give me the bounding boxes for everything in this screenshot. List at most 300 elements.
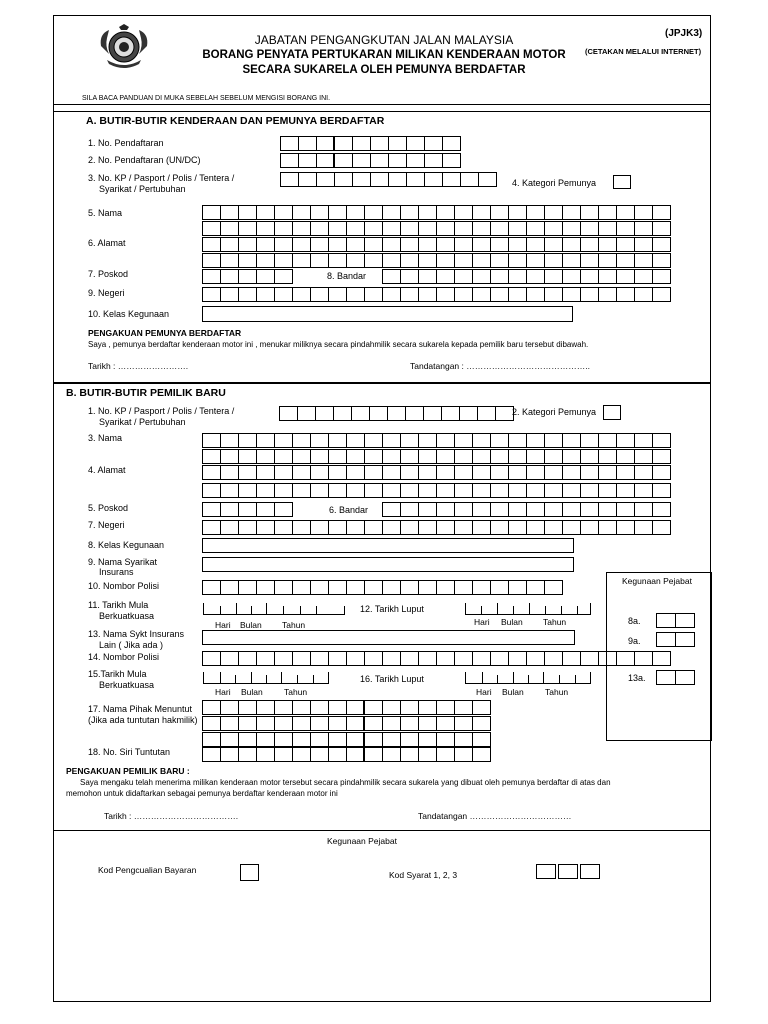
input-b-nama-row2[interactable] <box>202 449 671 464</box>
char-cell[interactable] <box>490 580 509 595</box>
char-cell[interactable] <box>652 287 671 302</box>
char-cell[interactable] <box>436 651 455 666</box>
input-kod-syarat[interactable] <box>533 864 600 879</box>
char-cell[interactable] <box>298 172 317 187</box>
char-cell[interactable] <box>220 269 239 284</box>
char-cell[interactable] <box>454 205 473 220</box>
input-kod-pengecualian[interactable] <box>240 864 259 881</box>
char-cell[interactable] <box>508 269 527 284</box>
char-cell[interactable] <box>328 253 347 268</box>
char-cell[interactable] <box>472 237 491 252</box>
char-cell[interactable] <box>490 483 509 498</box>
char-cell[interactable] <box>382 580 401 595</box>
char-cell[interactable] <box>364 237 383 252</box>
char-cell[interactable] <box>328 651 347 666</box>
char-cell[interactable] <box>472 700 491 715</box>
char-cell[interactable] <box>238 287 257 302</box>
char-cell[interactable] <box>526 221 545 236</box>
char-cell[interactable] <box>580 205 599 220</box>
char-cell[interactable] <box>328 580 347 595</box>
input-b-polisi-2[interactable] <box>202 651 671 666</box>
char-cell[interactable] <box>346 287 365 302</box>
char-cell[interactable] <box>238 732 257 747</box>
char-cell[interactable] <box>580 269 599 284</box>
char-cell[interactable] <box>346 580 365 595</box>
char-cell[interactable] <box>316 136 335 151</box>
char-cell[interactable] <box>382 520 401 535</box>
char-cell[interactable] <box>238 520 257 535</box>
char-cell[interactable] <box>472 253 491 268</box>
char-cell[interactable] <box>202 465 221 480</box>
char-cell[interactable] <box>256 449 275 464</box>
char-cell[interactable] <box>400 747 419 762</box>
char-cell[interactable] <box>598 483 617 498</box>
char-cell[interactable] <box>280 172 299 187</box>
char-cell[interactable] <box>220 449 239 464</box>
char-cell[interactable] <box>562 287 581 302</box>
char-cell[interactable] <box>202 269 221 284</box>
char-cell[interactable] <box>490 205 509 220</box>
char-cell[interactable] <box>238 269 257 284</box>
char-cell[interactable] <box>562 237 581 252</box>
char-cell[interactable] <box>634 221 653 236</box>
char-cell[interactable] <box>436 580 455 595</box>
char-cell[interactable] <box>472 747 491 762</box>
char-cell[interactable] <box>292 651 311 666</box>
char-cell[interactable] <box>675 613 695 628</box>
char-cell[interactable] <box>400 237 419 252</box>
char-cell[interactable] <box>472 502 491 517</box>
char-cell[interactable] <box>454 483 473 498</box>
char-cell[interactable] <box>418 205 437 220</box>
char-cell[interactable] <box>478 172 497 187</box>
char-cell[interactable] <box>508 221 527 236</box>
char-cell[interactable] <box>418 465 437 480</box>
char-cell[interactable] <box>544 287 563 302</box>
char-cell[interactable] <box>256 433 275 448</box>
char-cell[interactable] <box>364 520 383 535</box>
char-cell[interactable] <box>346 651 365 666</box>
char-cell[interactable] <box>220 205 239 220</box>
char-cell[interactable] <box>310 580 329 595</box>
char-cell[interactable] <box>310 520 329 535</box>
char-cell[interactable] <box>526 433 545 448</box>
char-cell[interactable] <box>220 465 239 480</box>
char-cell[interactable] <box>334 153 353 168</box>
char-cell[interactable] <box>598 449 617 464</box>
char-cell[interactable] <box>292 237 311 252</box>
char-cell[interactable] <box>652 465 671 480</box>
char-cell[interactable] <box>364 580 383 595</box>
char-cell[interactable] <box>220 580 239 595</box>
input-b-polisi[interactable] <box>202 580 563 595</box>
char-cell[interactable] <box>400 483 419 498</box>
char-cell[interactable] <box>220 716 239 731</box>
char-cell[interactable] <box>280 136 299 151</box>
char-cell[interactable] <box>580 287 599 302</box>
char-cell[interactable] <box>526 465 545 480</box>
char-cell[interactable] <box>382 716 401 731</box>
char-cell[interactable] <box>274 287 293 302</box>
char-cell[interactable] <box>508 205 527 220</box>
char-cell[interactable] <box>202 253 221 268</box>
char-cell[interactable] <box>652 502 671 517</box>
char-cell[interactable] <box>424 153 443 168</box>
char-cell[interactable] <box>490 502 509 517</box>
char-cell[interactable] <box>274 205 293 220</box>
char-cell[interactable] <box>364 700 383 715</box>
char-cell[interactable] <box>634 465 653 480</box>
char-cell[interactable] <box>382 502 401 517</box>
char-cell[interactable] <box>418 716 437 731</box>
char-cell[interactable] <box>364 221 383 236</box>
char-cell[interactable] <box>328 716 347 731</box>
char-cell[interactable] <box>256 580 275 595</box>
char-cell[interactable] <box>544 269 563 284</box>
char-cell[interactable] <box>418 221 437 236</box>
char-cell[interactable] <box>220 237 239 252</box>
char-cell[interactable] <box>292 449 311 464</box>
char-cell[interactable] <box>292 483 311 498</box>
char-cell[interactable] <box>454 732 473 747</box>
char-cell[interactable] <box>256 747 275 762</box>
char-cell[interactable] <box>310 732 329 747</box>
char-cell[interactable] <box>274 433 293 448</box>
char-cell[interactable] <box>418 253 437 268</box>
char-cell[interactable] <box>346 205 365 220</box>
char-cell[interactable] <box>580 864 600 879</box>
char-cell[interactable] <box>274 502 293 517</box>
char-cell[interactable] <box>406 136 425 151</box>
char-cell[interactable] <box>454 287 473 302</box>
char-cell[interactable] <box>472 651 491 666</box>
char-cell[interactable] <box>292 253 311 268</box>
char-cell[interactable] <box>400 221 419 236</box>
input-alamat-row1[interactable] <box>202 237 671 252</box>
char-cell[interactable] <box>490 651 509 666</box>
char-cell[interactable] <box>346 716 365 731</box>
input-bandar[interactable] <box>382 269 671 284</box>
char-cell[interactable] <box>580 502 599 517</box>
char-cell[interactable] <box>364 449 383 464</box>
char-cell[interactable] <box>202 205 221 220</box>
char-cell[interactable] <box>202 287 221 302</box>
char-cell[interactable] <box>418 237 437 252</box>
char-cell[interactable] <box>238 205 257 220</box>
char-cell[interactable] <box>634 449 653 464</box>
char-cell[interactable] <box>490 221 509 236</box>
char-cell[interactable] <box>315 406 334 421</box>
input-no-pendaftaran-undc[interactable] <box>280 153 461 168</box>
char-cell[interactable] <box>652 253 671 268</box>
char-cell[interactable] <box>526 287 545 302</box>
char-cell[interactable] <box>472 205 491 220</box>
char-cell[interactable] <box>536 864 556 879</box>
char-cell[interactable] <box>580 483 599 498</box>
char-cell[interactable] <box>310 651 329 666</box>
char-cell[interactable] <box>418 502 437 517</box>
char-cell[interactable] <box>400 520 419 535</box>
char-cell[interactable] <box>526 483 545 498</box>
char-cell[interactable] <box>598 520 617 535</box>
char-cell[interactable] <box>364 483 383 498</box>
char-cell[interactable] <box>328 433 347 448</box>
char-cell[interactable] <box>364 747 383 762</box>
char-cell[interactable] <box>274 520 293 535</box>
char-cell[interactable] <box>652 449 671 464</box>
char-cell[interactable] <box>382 465 401 480</box>
char-cell[interactable] <box>508 520 527 535</box>
char-cell[interactable] <box>544 580 563 595</box>
char-cell[interactable] <box>436 732 455 747</box>
char-cell[interactable] <box>274 483 293 498</box>
char-cell[interactable] <box>526 205 545 220</box>
char-cell[interactable] <box>562 253 581 268</box>
char-cell[interactable] <box>405 406 424 421</box>
char-cell[interactable] <box>364 651 383 666</box>
input-nama-row1[interactable] <box>202 205 671 220</box>
char-cell[interactable] <box>580 221 599 236</box>
char-cell[interactable] <box>424 136 443 151</box>
char-cell[interactable] <box>675 632 695 647</box>
input-b-tarikh-mula-2[interactable] <box>203 672 329 684</box>
char-cell[interactable] <box>256 520 275 535</box>
char-cell[interactable] <box>454 253 473 268</box>
char-cell[interactable] <box>472 716 491 731</box>
char-cell[interactable] <box>441 406 460 421</box>
char-cell[interactable] <box>238 716 257 731</box>
char-cell[interactable] <box>580 651 599 666</box>
char-cell[interactable] <box>310 237 329 252</box>
char-cell[interactable] <box>238 700 257 715</box>
char-cell[interactable] <box>454 237 473 252</box>
char-cell[interactable] <box>382 651 401 666</box>
char-cell[interactable] <box>562 483 581 498</box>
char-cell[interactable] <box>436 700 455 715</box>
char-cell[interactable] <box>598 269 617 284</box>
char-cell[interactable] <box>382 269 401 284</box>
char-cell[interactable] <box>526 269 545 284</box>
char-cell[interactable] <box>334 172 353 187</box>
input-b-no-kp[interactable] <box>279 406 514 421</box>
char-cell[interactable] <box>202 237 221 252</box>
char-cell[interactable] <box>616 433 635 448</box>
char-cell[interactable] <box>526 651 545 666</box>
char-cell[interactable] <box>544 483 563 498</box>
char-cell[interactable] <box>436 747 455 762</box>
char-cell[interactable] <box>238 221 257 236</box>
char-cell[interactable] <box>238 483 257 498</box>
char-cell[interactable] <box>652 269 671 284</box>
char-cell[interactable] <box>274 449 293 464</box>
char-cell[interactable] <box>436 433 455 448</box>
char-cell[interactable] <box>274 651 293 666</box>
input-b-alamat-row1[interactable] <box>202 465 671 480</box>
char-cell[interactable] <box>418 732 437 747</box>
char-cell[interactable] <box>652 483 671 498</box>
char-cell[interactable] <box>382 253 401 268</box>
char-cell[interactable] <box>558 864 578 879</box>
char-cell[interactable] <box>292 520 311 535</box>
char-cell[interactable] <box>256 269 275 284</box>
char-cell[interactable] <box>202 651 221 666</box>
input-b-kategori[interactable] <box>603 405 621 420</box>
char-cell[interactable] <box>274 269 293 284</box>
char-cell[interactable] <box>382 237 401 252</box>
char-cell[interactable] <box>634 433 653 448</box>
char-cell[interactable] <box>364 287 383 302</box>
char-cell[interactable] <box>382 732 401 747</box>
input-no-pendaftaran[interactable] <box>280 136 461 151</box>
char-cell[interactable] <box>656 613 676 628</box>
char-cell[interactable] <box>202 483 221 498</box>
char-cell[interactable] <box>472 433 491 448</box>
char-cell[interactable] <box>346 700 365 715</box>
char-cell[interactable] <box>454 700 473 715</box>
char-cell[interactable] <box>508 465 527 480</box>
char-cell[interactable] <box>634 520 653 535</box>
char-cell[interactable] <box>202 502 221 517</box>
char-cell[interactable] <box>202 520 221 535</box>
char-cell[interactable] <box>472 732 491 747</box>
char-cell[interactable] <box>454 433 473 448</box>
char-cell[interactable] <box>352 136 371 151</box>
char-cell[interactable] <box>616 465 635 480</box>
char-cell[interactable] <box>328 732 347 747</box>
char-cell[interactable] <box>580 237 599 252</box>
char-cell[interactable] <box>634 237 653 252</box>
char-cell[interactable] <box>423 406 442 421</box>
char-cell[interactable] <box>220 502 239 517</box>
char-cell[interactable] <box>436 237 455 252</box>
input-8a[interactable] <box>656 613 695 628</box>
char-cell[interactable] <box>274 221 293 236</box>
input-b-bandar[interactable] <box>382 502 671 517</box>
char-cell[interactable] <box>346 449 365 464</box>
char-cell[interactable] <box>292 205 311 220</box>
char-cell[interactable] <box>310 287 329 302</box>
char-cell[interactable] <box>652 433 671 448</box>
char-cell[interactable] <box>598 205 617 220</box>
char-cell[interactable] <box>490 520 509 535</box>
char-cell[interactable] <box>454 716 473 731</box>
char-cell[interactable] <box>436 483 455 498</box>
char-cell[interactable] <box>346 433 365 448</box>
char-cell[interactable] <box>598 433 617 448</box>
char-cell[interactable] <box>508 237 527 252</box>
char-cell[interactable] <box>508 651 527 666</box>
char-cell[interactable] <box>274 732 293 747</box>
char-cell[interactable] <box>310 465 329 480</box>
char-cell[interactable] <box>274 747 293 762</box>
char-cell[interactable] <box>388 153 407 168</box>
char-cell[interactable] <box>454 449 473 464</box>
char-cell[interactable] <box>616 269 635 284</box>
char-cell[interactable] <box>436 449 455 464</box>
char-cell[interactable] <box>220 433 239 448</box>
char-cell[interactable] <box>220 747 239 762</box>
char-cell[interactable] <box>454 580 473 595</box>
char-cell[interactable] <box>220 651 239 666</box>
char-cell[interactable] <box>598 465 617 480</box>
char-cell[interactable] <box>436 205 455 220</box>
char-cell[interactable] <box>490 237 509 252</box>
char-cell[interactable] <box>370 172 389 187</box>
char-cell[interactable] <box>418 651 437 666</box>
char-cell[interactable] <box>400 449 419 464</box>
input-b-tarikh-mula[interactable] <box>203 604 345 615</box>
char-cell[interactable] <box>298 153 317 168</box>
char-cell[interactable] <box>580 433 599 448</box>
char-cell[interactable] <box>562 269 581 284</box>
char-cell[interactable] <box>418 747 437 762</box>
char-cell[interactable] <box>220 221 239 236</box>
char-cell[interactable] <box>544 520 563 535</box>
char-cell[interactable] <box>256 700 275 715</box>
char-cell[interactable] <box>418 433 437 448</box>
decl-owner-date[interactable]: Tarikh : ……………………. <box>88 361 189 371</box>
char-cell[interactable] <box>364 205 383 220</box>
input-no-kp[interactable] <box>280 172 497 187</box>
char-cell[interactable] <box>292 700 311 715</box>
char-cell[interactable] <box>310 433 329 448</box>
char-cell[interactable] <box>328 700 347 715</box>
char-cell[interactable] <box>292 732 311 747</box>
char-cell[interactable] <box>202 732 221 747</box>
char-cell[interactable] <box>292 465 311 480</box>
char-cell[interactable] <box>238 465 257 480</box>
char-cell[interactable] <box>616 502 635 517</box>
char-cell[interactable] <box>562 449 581 464</box>
char-cell[interactable] <box>634 287 653 302</box>
char-cell[interactable] <box>442 153 461 168</box>
char-cell[interactable] <box>526 253 545 268</box>
char-cell[interactable] <box>616 253 635 268</box>
char-cell[interactable] <box>382 433 401 448</box>
char-cell[interactable] <box>238 747 257 762</box>
char-cell[interactable] <box>346 747 365 762</box>
char-cell[interactable] <box>400 580 419 595</box>
char-cell[interactable] <box>562 205 581 220</box>
char-cell[interactable] <box>238 253 257 268</box>
char-cell[interactable] <box>472 221 491 236</box>
char-cell[interactable] <box>292 580 311 595</box>
char-cell[interactable] <box>418 520 437 535</box>
char-cell[interactable] <box>562 433 581 448</box>
char-cell[interactable] <box>256 465 275 480</box>
char-cell[interactable] <box>256 287 275 302</box>
char-cell[interactable] <box>256 651 275 666</box>
char-cell[interactable] <box>256 502 275 517</box>
char-cell[interactable] <box>279 406 298 421</box>
char-cell[interactable] <box>580 465 599 480</box>
char-cell[interactable] <box>400 205 419 220</box>
char-cell[interactable] <box>292 433 311 448</box>
char-cell[interactable] <box>436 520 455 535</box>
char-cell[interactable] <box>328 221 347 236</box>
char-cell[interactable] <box>310 716 329 731</box>
char-cell[interactable] <box>387 406 406 421</box>
char-cell[interactable] <box>406 153 425 168</box>
char-cell[interactable] <box>634 205 653 220</box>
char-cell[interactable] <box>400 716 419 731</box>
char-cell[interactable] <box>598 237 617 252</box>
char-cell[interactable] <box>256 237 275 252</box>
char-cell[interactable] <box>328 483 347 498</box>
char-cell[interactable] <box>472 520 491 535</box>
char-cell[interactable] <box>454 465 473 480</box>
char-cell[interactable] <box>292 287 311 302</box>
